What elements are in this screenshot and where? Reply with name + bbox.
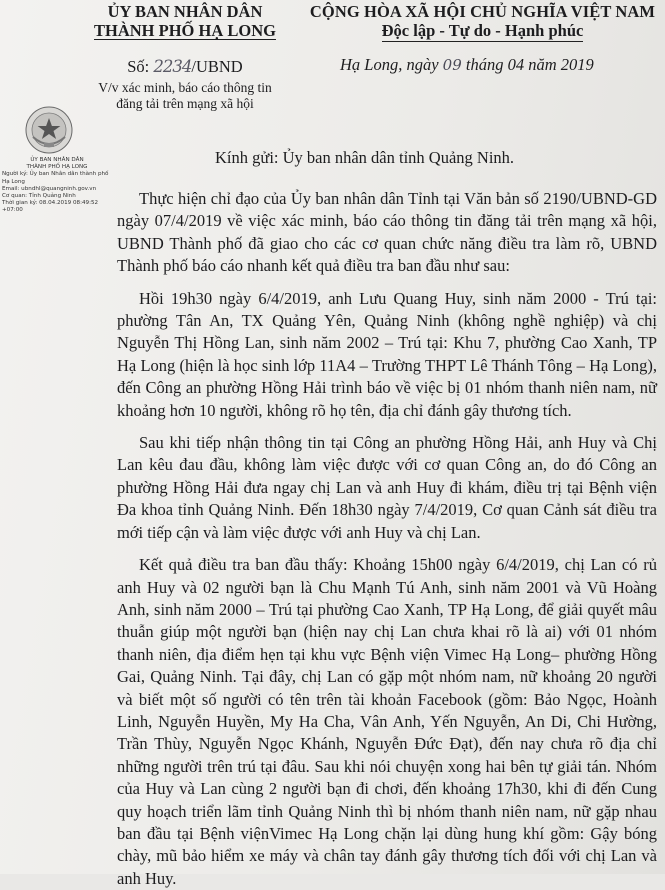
issuer-block xyxy=(70,2,300,112)
date-day-handwritten: 09 xyxy=(442,56,462,74)
doc-number-prefix: Số: xyxy=(127,57,154,76)
doc-number-suffix: /UBND xyxy=(191,57,243,76)
sig-org-line2: THÀNH PHỐ HẠ LONG xyxy=(26,164,88,171)
issuer-org-line2: THÀNH PHỐ HẠ LONG xyxy=(94,21,276,40)
doc-number-handwritten: 2234 xyxy=(153,57,192,76)
date-prefix: Hạ Long, ngày xyxy=(340,55,443,74)
sig-org-line1: ỦY BAN NHÂN DÂN xyxy=(30,157,84,163)
national-header xyxy=(300,2,665,75)
subject xyxy=(70,80,300,112)
body-paragraph: Hồi 19h30 ngày 6/4/2019, anh Lưu Quang Huy, sinh năm 2000 - Trú tại: phường Tân An, TX Quảng Yên, Quảng Ninh (không nghề nghiệp) và chị Nguyễn Thị Hồng Lan, sinh năm 2002 – Trú tại: Khu 7, phường Cao Xanh, TP Hạ Long (hiện là học sinh lớp 11A4 – Trường THPT Lê Thánh Tông – Hạ Long), đến Công an phường Hồng Hải trình báo về việc bị 01 nhóm thanh niên nam, nữ khoảng hơn 10 người, không rõ họ tên, địa chỉ đánh gây thương tích. xyxy=(117,288,657,420)
sig-agency: Cơ quan: Tỉnh Quảng Ninh xyxy=(2,193,76,200)
body-paragraph: Kết quả điều tra ban đầu thấy: Khoảng 15h00 ngày 6/4/2019, chị Lan có rủ anh Huy và 02 người bạn là Chu Mạnh Tú Anh, sinh năm 2001 và Vũ Hoàng Anh, sinh năm 2000 – Trú tại phường Cao Xanh, TP Hạ Long, để giải quyết mâu thuẫn giúp một người bạn (hiện nay chị Lan chưa khai rõ là ai) với 01 nhóm thanh niên, địa điểm hẹn tại khu vực Bệnh viện Vimec Hạ Long– phường Hồng Gai, Quảng Ninh. Tại đây, chị Lan có gặp một nhóm nam, nữ khoảng 20 người và biết một số người có tên trên tài khoản Facebook (gồm: Bảo Ngọc, Hoành Linh, Nguyễn Huyền, My Ha Cha, Vân Anh, Yến Nguyễn, An Di, Chi Hường, Trần Thùy, Nguyễn Ngọc Khánh, Nguyễn Đức Đạt), đến nay chưa rõ địa chỉ những người trên trú tại đâu. Sau khi nói chuyện xong hai bên tự giải tán. Nhóm của Huy và Lan cùng 2 người bạn đi chơi, đến khoảng 17h30, khi đi đến Cung quy hoạch triển lãm tỉnh Quảng Ninh thì bị nhóm thanh niên nam, nữ gặp nhau ban đầu tại Bệnh việnVimec Hạ Long chặn lại dùng hung khí gồm: Gậy bóng chày, mũ bảo hiểm xe máy và chân tay đánh gây thương tích đối với chị Lan và anh Huy. xyxy=(117,555,657,888)
national-emblem-icon xyxy=(24,105,74,155)
subject-line1: V/v xác minh, báo cáo thông tin xyxy=(98,80,272,95)
republic-title: CỘNG HÒA XÃ HỘI CHỦ NGHĨA VIỆT NAM xyxy=(309,2,656,21)
document-body xyxy=(117,188,657,890)
subject-line2: đăng tải trên mạng xã hội xyxy=(116,96,254,111)
issue-date xyxy=(300,55,665,75)
sig-time: Thời gian ký: 08.04.2019 08:49:52 +07:00 xyxy=(2,200,99,214)
sig-email: Email: ubndhl@quangninh.gov.vn xyxy=(2,185,97,192)
date-suffix: tháng 04 năm 2019 xyxy=(461,55,594,74)
national-motto: Độc lập - Tự do - Hạnh phúc xyxy=(381,21,584,40)
salutation: Kính gửi: Ủy ban nhân dân tỉnh Quảng Ninh. xyxy=(215,148,515,167)
body-paragraph: Thực hiện chỉ đạo của Ủy ban nhân dân Tỉnh tại Văn bản số 2190/UBND-GD ngày 07/4/2019 về việc xác minh, báo cáo thông tin đăng tải trên mạng xã hội, UBND Thành phố đã giao cho các cơ quan chức năng điều tra làm rõ, UBND Thành phố báo cáo nhanh kết quả điều tra ban đầu như sau: xyxy=(117,189,657,276)
body-paragraph: Sau khi tiếp nhận thông tin tại Công an phường Hồng Hải, anh Huy và Chị Lan kêu đau đầu, không làm việc được với cơ quan Công an, do đó Công an phường Hồng Hải đưa ngay chị Lan và anh Huy đi khám, điều trị tại Bệnh viện Đa khoa tỉnh Quảng Ninh. Đến 18h30 ngày 7/4/2019, Cơ quan Cảnh sát điều tra mới tiếp cận và làm việc được với anh Huy và chị Lan. xyxy=(117,433,657,542)
signature-details xyxy=(2,157,112,215)
sig-signer: Người ký: Ủy ban Nhân dân thành phố Hạ Long xyxy=(2,171,109,185)
issuer-org-line1: ỦY BAN NHÂN DÂN xyxy=(107,2,263,21)
document-number xyxy=(70,57,300,77)
